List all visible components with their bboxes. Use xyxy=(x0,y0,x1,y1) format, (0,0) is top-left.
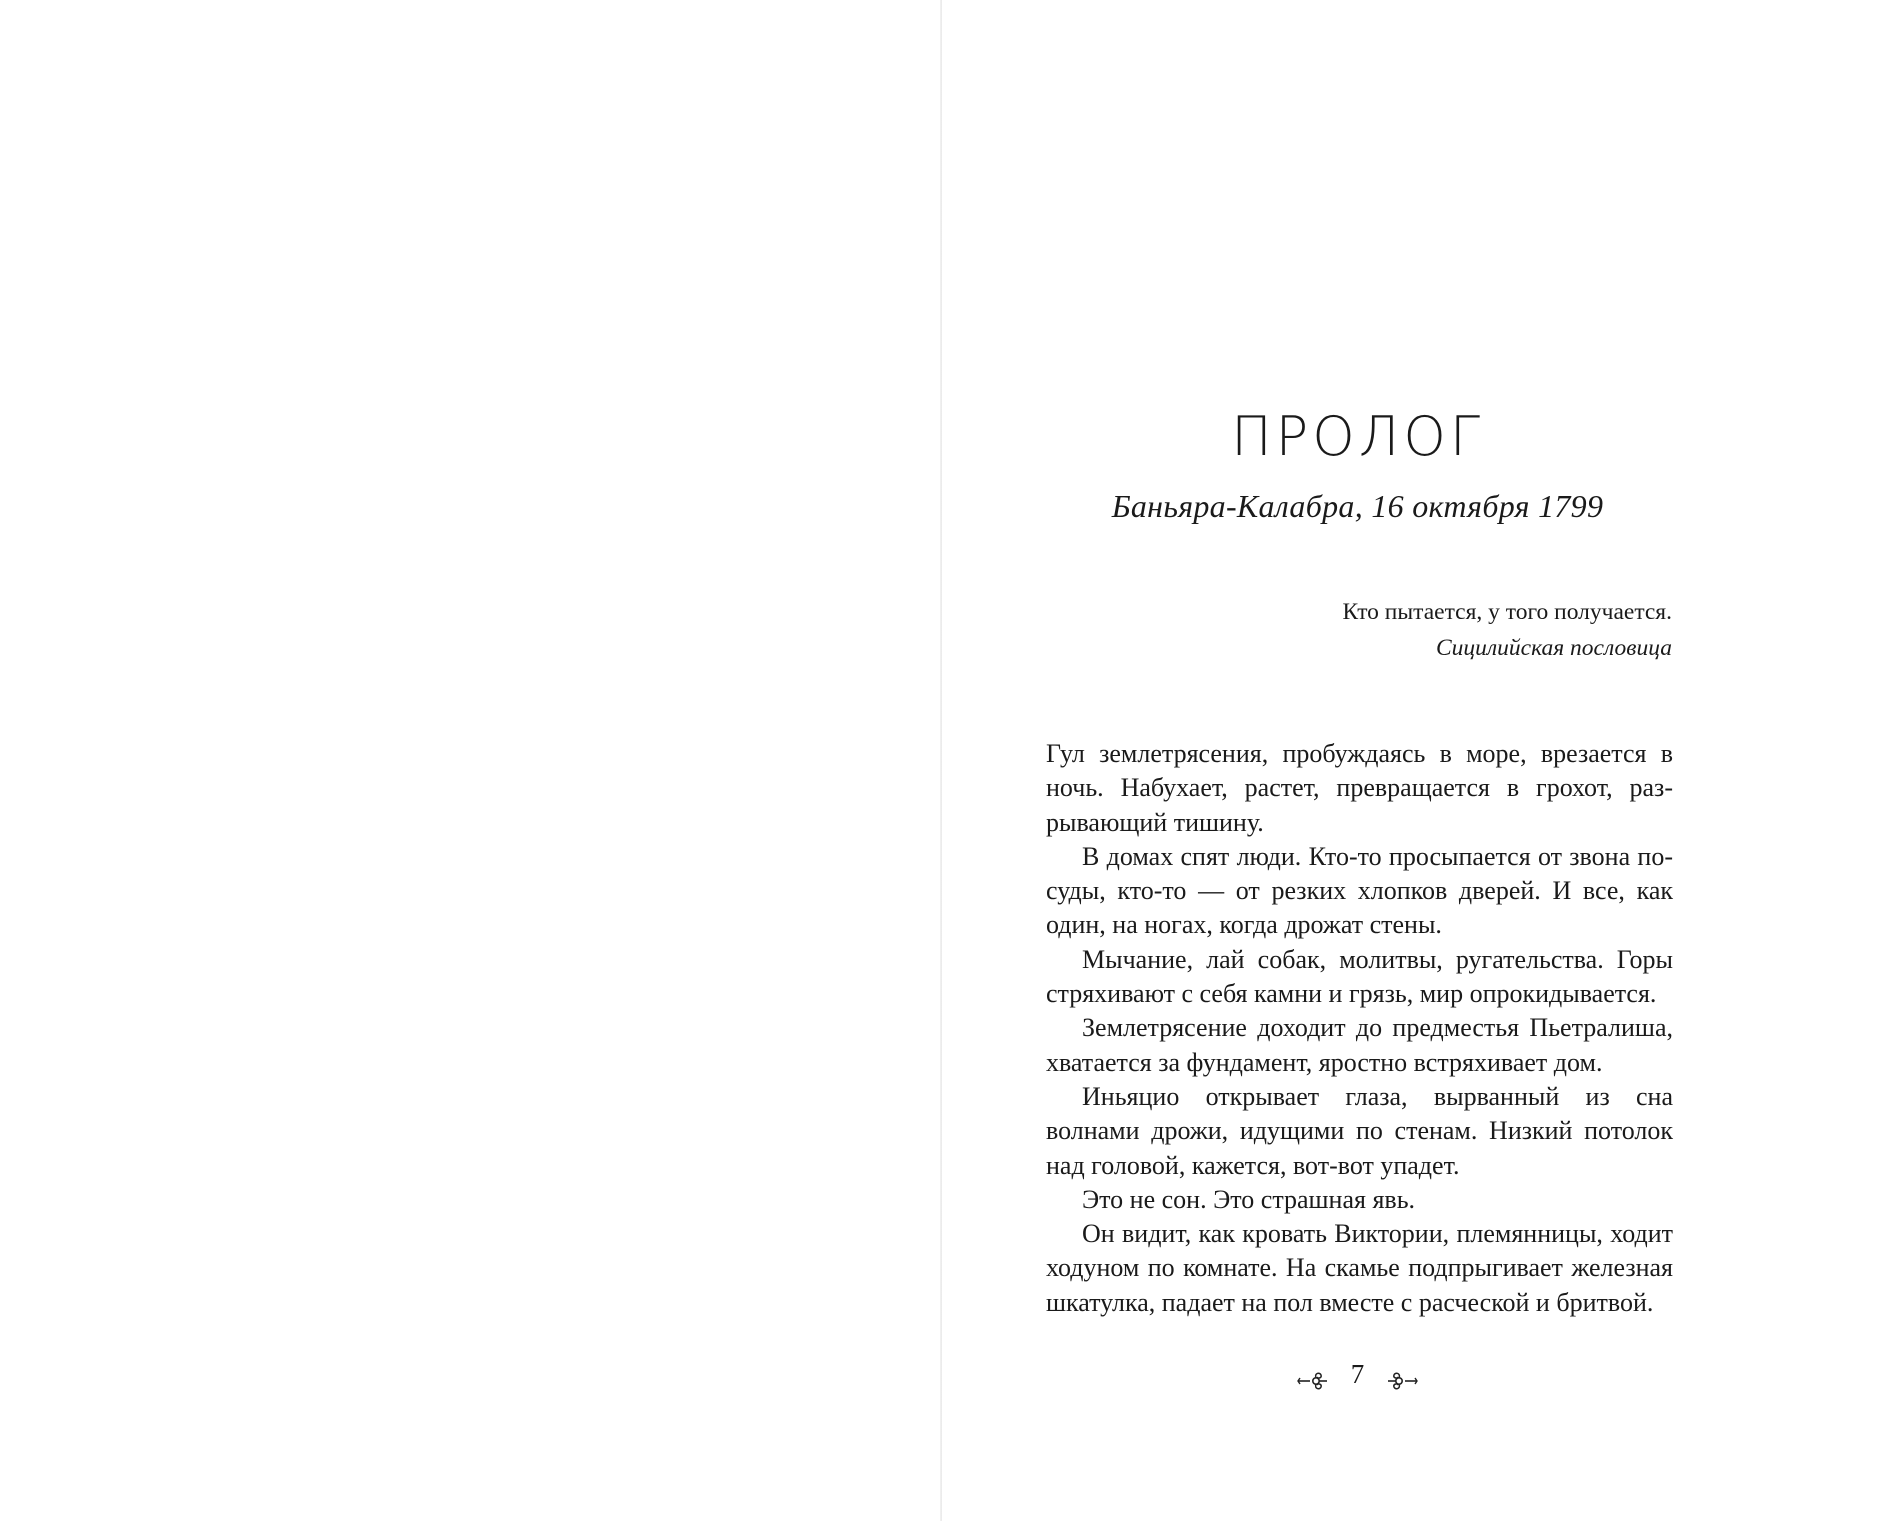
chapter-place-date: Баньяра-Калабра, 16 октября 1799 xyxy=(1111,488,1604,524)
page-number: 7 xyxy=(1350,1358,1365,1389)
body-text xyxy=(1046,737,1673,1320)
paragraph: Это не сон. Это страшная явь. xyxy=(1082,1184,1416,1214)
paragraph: Он видит, как кровать Виктории, племянницы, ходит ходуном по комнате. На скамье подпрыгивает железная шкатулка, падает на пол вместе с расческой и бритвой. xyxy=(1046,1219,1673,1317)
right-page xyxy=(942,0,1883,1521)
paragraph: В домах спят люди. Кто-то просыпается от звона посуды, кто-то — от резких хлопков дверей. И все, как один, на ногах, когда дрожат стены. xyxy=(1046,841,1673,940)
chapter-title: ПРОЛОГ xyxy=(1231,405,1484,468)
fleuron-right-icon xyxy=(1385,1363,1419,1385)
paragraph: Иньяцио открывает глаза, вырванный из сна волнами дрожи, идущими по стенам. Низкий потолок над головой, кажется, вот-вот упадет. xyxy=(1046,1081,1673,1180)
paragraph: Гул землетрясения, пробуждаясь в море, врезается в ночь. Набухает, растет, превращается в грохот, разрывающий тишину. xyxy=(1046,739,1673,837)
paragraph: Землетрясение доходит до предместья Пьетралиша, хватается за фундамент, яростно встряхивает дом. xyxy=(1046,1013,1673,1077)
epigraph xyxy=(1342,594,1672,666)
left-page-blank xyxy=(0,0,941,1521)
paragraph: Мычание, лай собак, молитвы, ругательства. Горы стряхивают с себя камни и грязь, мир опрокидывается. xyxy=(1046,944,1673,1009)
page-folio xyxy=(887,1351,1828,1394)
epigraph-source: Сицилийская пословица xyxy=(1435,635,1672,661)
epigraph-quote: Кто пытается, у того получается. xyxy=(1342,599,1672,625)
fleuron-left-icon xyxy=(1296,1363,1330,1385)
